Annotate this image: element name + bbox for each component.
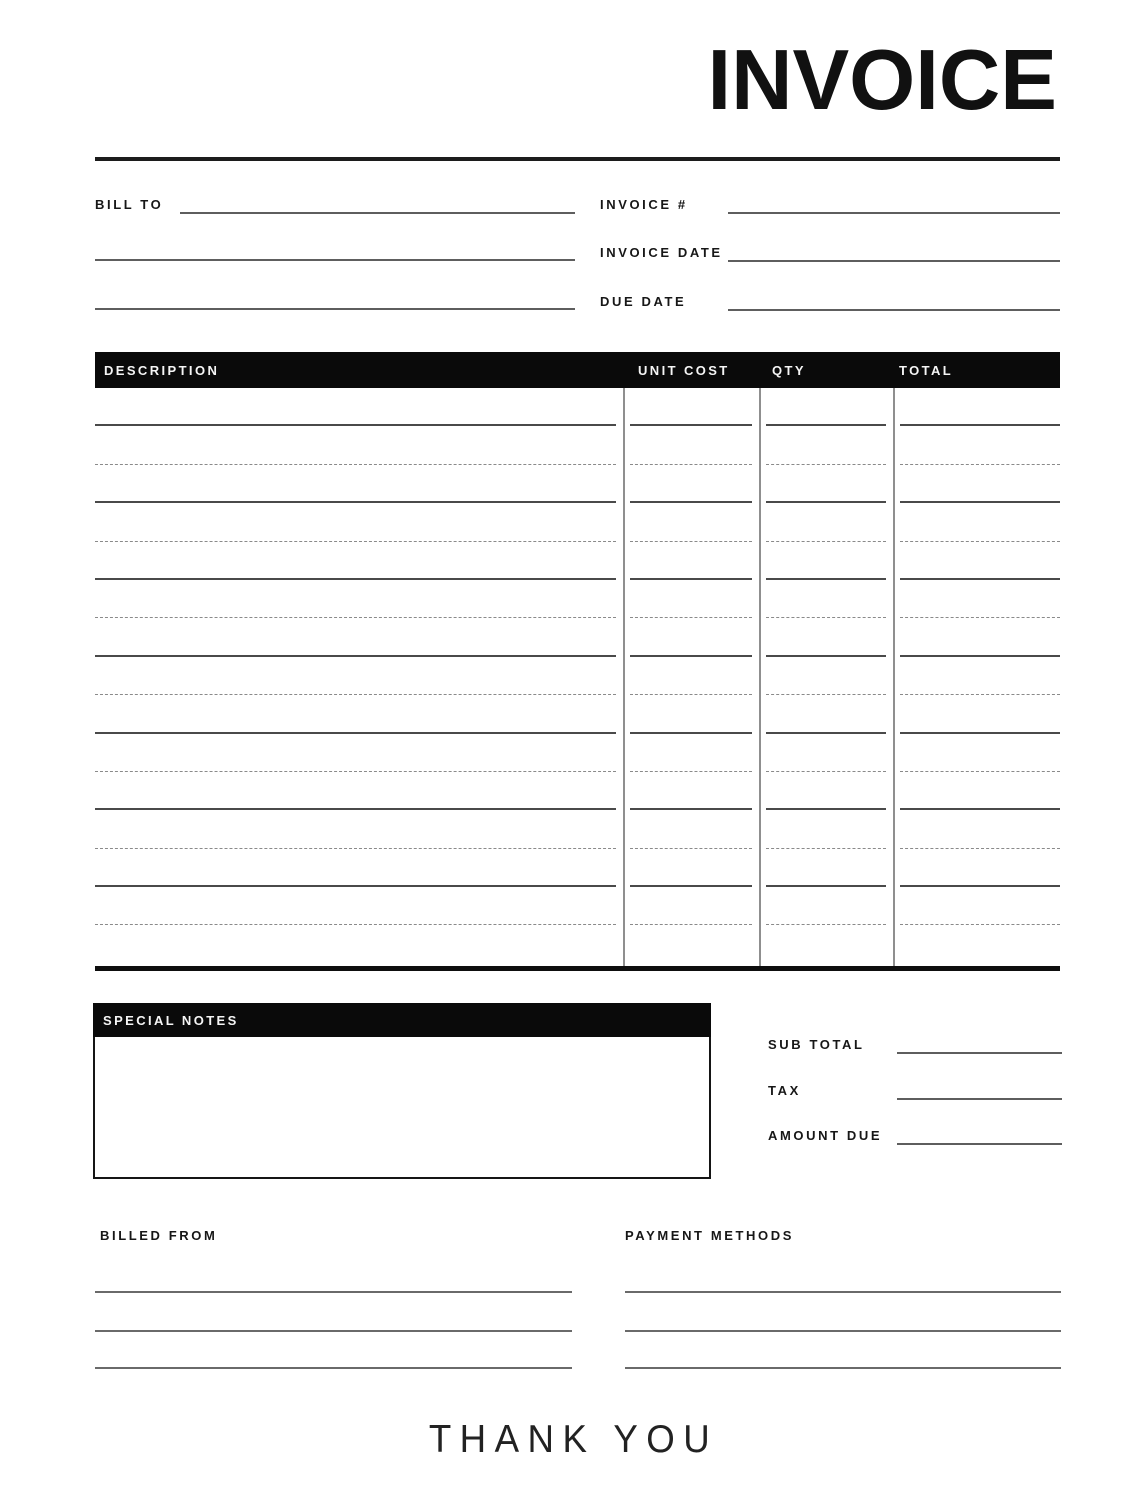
bill-to-field-line-1[interactable] (180, 192, 575, 214)
table-cell[interactable] (893, 618, 1060, 656)
table-row (95, 695, 1060, 733)
table-cell[interactable] (95, 772, 623, 810)
bill-to-field-line-3[interactable] (95, 308, 575, 310)
subtotal-label: SUB TOTAL (768, 1037, 865, 1052)
table-cell[interactable] (95, 465, 623, 503)
amount-due-field-line[interactable] (897, 1123, 1062, 1145)
table-cell[interactable] (759, 426, 893, 464)
table-cell[interactable] (623, 465, 759, 503)
table-cell[interactable] (95, 657, 623, 695)
table-cell[interactable] (623, 695, 759, 733)
invoice-number-field-line[interactable] (728, 192, 1060, 214)
payment-methods-line-2[interactable] (625, 1330, 1061, 1332)
table-row (95, 887, 1060, 925)
due-date-label: DUE DATE (600, 294, 687, 309)
table-row (95, 849, 1060, 887)
table-bottom-rule (95, 966, 1060, 971)
special-notes-header (93, 1003, 711, 1037)
table-row (95, 734, 1060, 772)
column-header-total: TOTAL (899, 362, 954, 378)
billed-from-line-1[interactable] (95, 1291, 572, 1293)
due-date-row (600, 289, 1060, 311)
tax-field-line[interactable] (897, 1078, 1062, 1100)
table-cell[interactable] (893, 734, 1060, 772)
invoice-date-field-line[interactable] (728, 240, 1060, 262)
bill-to-row (95, 192, 575, 214)
thank-you-text: THANK YOU (428, 1418, 719, 1461)
table-cell[interactable] (623, 503, 759, 541)
table-cell[interactable] (95, 503, 623, 541)
payment-methods-line-3[interactable] (625, 1367, 1061, 1369)
table-cell[interactable] (759, 388, 893, 426)
table-cell[interactable] (95, 695, 623, 733)
due-date-field-line[interactable] (728, 289, 1060, 311)
table-cell[interactable] (893, 772, 1060, 810)
table-cell[interactable] (623, 388, 759, 426)
table-cell[interactable] (95, 542, 623, 580)
table-cell[interactable] (759, 465, 893, 503)
table-row (95, 772, 1060, 810)
table-cell[interactable] (759, 734, 893, 772)
column-header-unit-cost: UNIT COST (638, 362, 730, 378)
table-cell[interactable] (95, 887, 623, 925)
header-divider (95, 157, 1060, 161)
table-row (95, 426, 1060, 464)
table-cell[interactable] (893, 580, 1060, 618)
table-cell[interactable] (759, 887, 893, 925)
table-cell[interactable] (623, 772, 759, 810)
column-header-description: DESCRIPTION (104, 362, 220, 378)
table-cell[interactable] (623, 887, 759, 925)
table-cell[interactable] (759, 618, 893, 656)
table-cell[interactable] (893, 695, 1060, 733)
column-header-qty: QTY (772, 362, 806, 378)
table-cell[interactable] (95, 810, 623, 848)
table-cell[interactable] (623, 810, 759, 848)
invoice-date-label: INVOICE DATE (600, 245, 723, 260)
table-row (95, 657, 1060, 695)
table-cell[interactable] (95, 426, 623, 464)
table-row (95, 618, 1060, 656)
bill-to-label: BILL TO (95, 197, 164, 212)
table-cell[interactable] (893, 657, 1060, 695)
subtotal-row (768, 1032, 1062, 1054)
page-title: INVOICE (707, 33, 1057, 128)
table-cell[interactable] (759, 772, 893, 810)
billed-from-line-3[interactable] (95, 1367, 572, 1369)
table-cell[interactable] (893, 887, 1060, 925)
table-cell[interactable] (893, 810, 1060, 848)
table-cell[interactable] (759, 849, 893, 887)
tax-row (768, 1078, 1062, 1100)
table-cell[interactable] (759, 657, 893, 695)
table-cell[interactable] (759, 810, 893, 848)
table-cell[interactable] (623, 426, 759, 464)
invoice-number-row (600, 192, 1060, 214)
table-cell[interactable] (893, 503, 1060, 541)
table-row (95, 580, 1060, 618)
table-cell[interactable] (623, 734, 759, 772)
table-cell[interactable] (759, 503, 893, 541)
table-cell[interactable] (623, 542, 759, 580)
table-cell[interactable] (893, 849, 1060, 887)
table-cell[interactable] (623, 657, 759, 695)
table-cell[interactable] (623, 618, 759, 656)
special-notes-box (93, 1003, 711, 1179)
billed-from-label: BILLED FROM (100, 1228, 218, 1243)
table-cell[interactable] (95, 388, 623, 426)
special-notes-area[interactable] (93, 1037, 711, 1179)
table-cell[interactable] (95, 618, 623, 656)
invoice-number-label: INVOICE # (600, 197, 688, 212)
table-cell[interactable] (893, 426, 1060, 464)
table-cell[interactable] (759, 580, 893, 618)
table-cell[interactable] (95, 734, 623, 772)
table-cell[interactable] (95, 849, 623, 887)
table-rows (95, 388, 1060, 968)
payment-methods-line-1[interactable] (625, 1291, 1061, 1293)
table-row (95, 542, 1060, 580)
amount-due-label: AMOUNT DUE (768, 1128, 883, 1143)
table-cell[interactable] (623, 849, 759, 887)
invoice-date-row (600, 240, 1060, 262)
table-header (95, 352, 1060, 388)
table-row (95, 465, 1060, 503)
bill-to-field-line-2[interactable] (95, 259, 575, 261)
tax-label: TAX (768, 1083, 801, 1098)
table-cell[interactable] (759, 695, 893, 733)
table-cell[interactable] (893, 542, 1060, 580)
special-notes-label: SPECIAL NOTES (103, 1012, 239, 1028)
table-cell[interactable] (893, 388, 1060, 426)
table-row (95, 810, 1060, 848)
table-row (95, 388, 1060, 426)
table-cell[interactable] (623, 580, 759, 618)
table-row (95, 503, 1060, 541)
table-cell[interactable] (759, 542, 893, 580)
payment-methods-label: PAYMENT METHODS (625, 1228, 795, 1243)
subtotal-field-line[interactable] (897, 1032, 1062, 1054)
billed-from-line-2[interactable] (95, 1330, 572, 1332)
table-cell[interactable] (95, 580, 623, 618)
table-cell[interactable] (893, 465, 1060, 503)
amount-due-row (768, 1123, 1062, 1145)
